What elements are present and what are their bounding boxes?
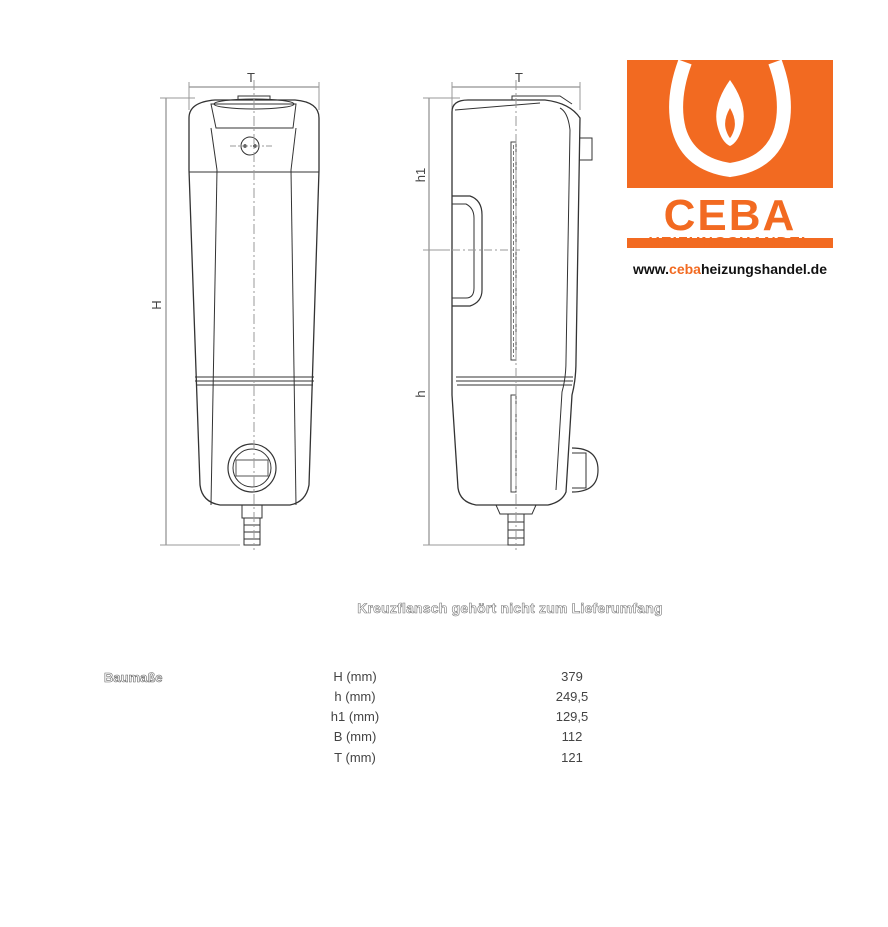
logo-url xyxy=(632,261,827,277)
logo-url-suffix: heizungshandel.de xyxy=(700,261,827,277)
logo-subtitle: HEIZUNGSHANDEL xyxy=(648,235,812,252)
dimension-value: 112 xyxy=(561,729,583,744)
dimension-key: h (mm) xyxy=(334,689,376,704)
dimension-key: H (mm) xyxy=(333,669,377,684)
dimension-value: 121 xyxy=(561,750,583,765)
ceba-logo xyxy=(627,60,833,282)
side-width-label: T xyxy=(515,70,523,85)
table-label: Baumaße xyxy=(104,670,163,685)
side-view xyxy=(423,80,598,550)
table-row xyxy=(300,750,620,770)
dimension-key: h1 (mm) xyxy=(330,709,380,724)
table-row xyxy=(300,669,620,689)
logo-url-prefix: www. xyxy=(633,261,670,277)
table-row xyxy=(300,729,620,749)
front-view xyxy=(160,80,319,550)
logo-url-brand: ceba xyxy=(669,261,701,277)
table-row xyxy=(300,689,620,709)
scope-note: Kreuzflansch gehört nicht zum Lieferumfang xyxy=(357,600,663,616)
dimension-value: 379 xyxy=(561,669,583,684)
dimension-value: 249,5 xyxy=(555,689,589,704)
side-h-label: h xyxy=(413,390,428,398)
logo-brand: CEBA xyxy=(663,191,797,240)
front-width-label: T xyxy=(247,70,255,85)
front-height-label: H xyxy=(149,300,164,310)
side-h1-label: h1 xyxy=(413,167,428,183)
table-row xyxy=(300,709,620,729)
dimension-value: 129,5 xyxy=(555,709,589,724)
technical-drawing xyxy=(0,0,620,580)
dimension-key: B (mm) xyxy=(333,729,377,744)
dimension-key: T (mm) xyxy=(334,750,376,765)
